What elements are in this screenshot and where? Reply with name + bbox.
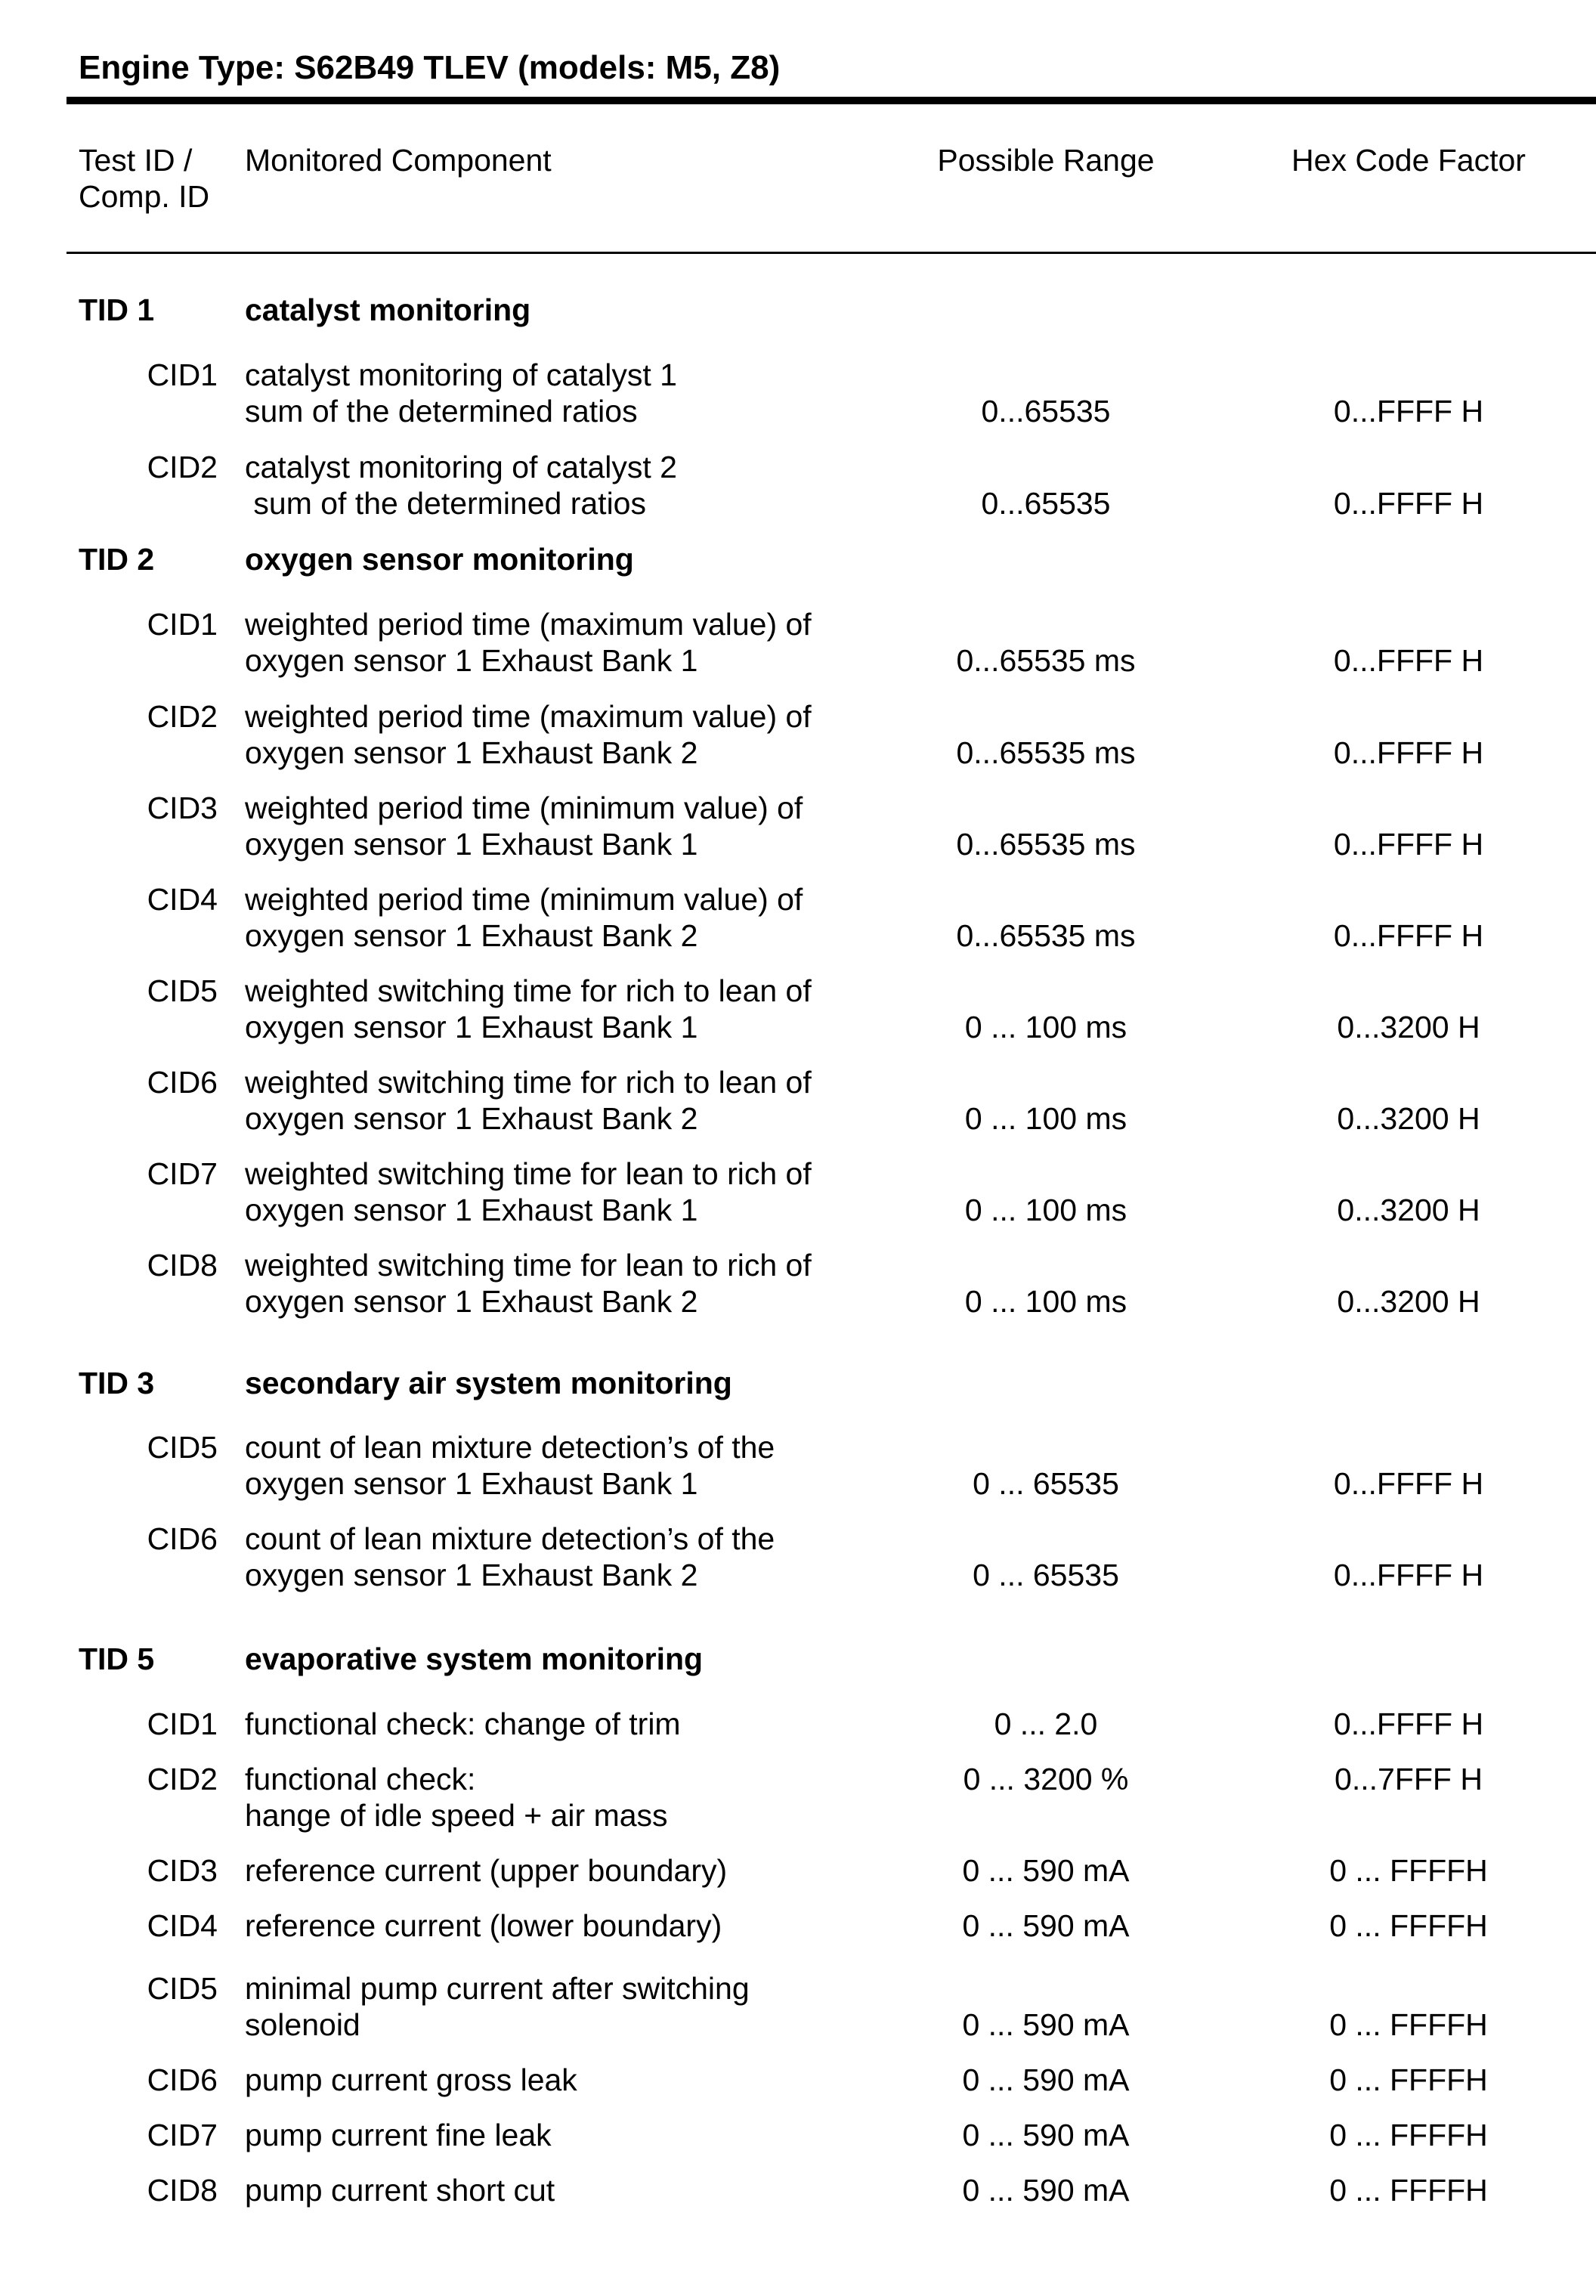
cid-hex: 0 ... FFFFH [1329, 2007, 1488, 2042]
cid-range: 0 ... 100 ms [964, 1010, 1127, 1044]
cid-id: CID1 [147, 357, 218, 392]
cid-range: 0 ... 590 mA [962, 2007, 1130, 2042]
cid-range: 0...65535 [981, 486, 1111, 521]
cid-hex: 0...FFFF H [1333, 394, 1484, 429]
cid-description-line2: solenoid [245, 2007, 360, 2042]
cid-id: CID5 [147, 973, 218, 1008]
cid-id: CID3 [147, 791, 218, 825]
cid-range: 0 ... 590 mA [962, 2062, 1130, 2097]
cid-hex: 0 ... FFFFH [1329, 1908, 1488, 1943]
cid-hex: 0...FFFF H [1333, 827, 1484, 862]
header-test-id-line2: Comp. ID [79, 179, 210, 214]
cid-hex: 0...7FFF H [1335, 1762, 1483, 1796]
header-possible-range: Possible Range [937, 143, 1155, 178]
cid-hex: 0 ... FFFFH [1329, 2062, 1488, 2097]
cid-range: 0 ... 2.0 [994, 1707, 1098, 1741]
cid-description-line1: weighted period time (minimum value) of [245, 791, 803, 825]
cid-hex: 0...3200 H [1337, 1193, 1480, 1227]
cid-description-line1: pump current fine leak [245, 2118, 552, 2152]
cid-hex: 0...3200 H [1337, 1284, 1480, 1319]
cid-range: 0 ... 65535 [973, 1558, 1119, 1592]
cid-hex: 0...3200 H [1337, 1010, 1480, 1044]
header-divider [66, 252, 1596, 254]
cid-description-line2: oxygen sensor 1 Exhaust Bank 2 [245, 1101, 698, 1136]
cid-hex: 0...FFFF H [1333, 1466, 1484, 1501]
cid-range: 0 ... 590 mA [962, 2173, 1130, 2208]
cid-range: 0...65535 ms [956, 918, 1136, 953]
cid-description-line2: hange of idle speed + air mass [245, 1798, 668, 1833]
cid-description-line2: sum of the determined ratios [245, 486, 646, 521]
cid-description-line2: oxygen sensor 1 Exhaust Bank 2 [245, 1284, 698, 1319]
cid-id: CID2 [147, 1762, 218, 1796]
cid-description-line1: pump current gross leak [245, 2062, 577, 2097]
cid-description-line2: oxygen sensor 1 Exhaust Bank 2 [245, 918, 698, 953]
cid-range: 0 ... 100 ms [964, 1193, 1127, 1227]
cid-range: 0...65535 [981, 394, 1111, 429]
cid-range: 0...65535 ms [956, 735, 1136, 770]
cid-range: 0 ... 100 ms [964, 1101, 1127, 1136]
cid-description-line2: oxygen sensor 1 Exhaust Bank 1 [245, 1193, 698, 1227]
cid-id: CID8 [147, 2173, 218, 2208]
cid-hex: 0...FFFF H [1333, 643, 1484, 678]
cid-id: CID6 [147, 2062, 218, 2097]
cid-hex: 0...FFFF H [1333, 918, 1484, 953]
cid-id: CID1 [147, 1707, 218, 1741]
cid-description-line1: catalyst monitoring of catalyst 1 [245, 357, 677, 392]
tid-name: catalyst monitoring [245, 292, 531, 327]
cid-id: CID8 [147, 1248, 218, 1283]
cid-description-line1: reference current (lower boundary) [245, 1908, 722, 1943]
cid-description-line2: oxygen sensor 1 Exhaust Bank 1 [245, 1010, 698, 1044]
cid-id: CID2 [147, 450, 218, 484]
cid-id: CID1 [147, 607, 218, 642]
cid-range: 0 ... 65535 [973, 1466, 1119, 1501]
cid-hex: 0...FFFF H [1333, 1558, 1484, 1592]
tid-id: TID 5 [79, 1642, 155, 1676]
cid-description-line2: oxygen sensor 1 Exhaust Bank 2 [245, 735, 698, 770]
tid-name: secondary air system monitoring [245, 1366, 732, 1400]
cid-id: CID2 [147, 699, 218, 734]
cid-description-line2: oxygen sensor 1 Exhaust Bank 1 [245, 827, 698, 862]
cid-id: CID3 [147, 1853, 218, 1888]
cid-id: CID6 [147, 1065, 218, 1100]
cid-description-line1: weighted switching time for lean to rich of [245, 1248, 812, 1283]
cid-description-line1: weighted period time (minimum value) of [245, 882, 803, 917]
cid-description-line2: sum of the determined ratios [245, 394, 638, 429]
cid-hex: 0...FFFF H [1333, 735, 1484, 770]
cid-description-line1: weighted switching time for rich to lean of [245, 1065, 812, 1100]
cid-id: CID5 [147, 1430, 218, 1465]
cid-hex: 0 ... FFFFH [1329, 2118, 1488, 2152]
tid-name: evaporative system monitoring [245, 1642, 704, 1676]
cid-id: CID7 [147, 2118, 218, 2152]
cid-hex: 0 ... FFFFH [1329, 2173, 1488, 2208]
cid-description-line1: catalyst monitoring of catalyst 2 [245, 450, 677, 484]
cid-description-line1: pump current short cut [245, 2173, 555, 2208]
tid-id: TID 1 [79, 292, 155, 327]
tid-id: TID 3 [79, 1366, 155, 1400]
cid-description-line1: functional check: [245, 1762, 476, 1796]
tid-id: TID 2 [79, 542, 155, 577]
title-divider [66, 97, 1596, 104]
cid-description-line1: weighted switching time for rich to lean of [245, 973, 812, 1008]
cid-id: CID5 [147, 1971, 218, 2006]
cid-description-line1: weighted switching time for lean to rich of [245, 1156, 812, 1191]
cid-range: 0 ... 590 mA [962, 1853, 1130, 1888]
cid-description-line2: oxygen sensor 1 Exhaust Bank 1 [245, 643, 698, 678]
cid-hex: 0...3200 H [1337, 1101, 1480, 1136]
cid-hex: 0...FFFF H [1333, 1707, 1484, 1741]
cid-description-line1: count of lean mixture detection’s of the [245, 1521, 775, 1556]
cid-range: 0...65535 ms [956, 643, 1136, 678]
header-monitored-component: Monitored Component [245, 143, 552, 178]
cid-id: CID4 [147, 1908, 218, 1943]
cid-hex: 0...FFFF H [1333, 486, 1484, 521]
page-title: Engine Type: S62B49 TLEV (models: M5, Z8) [79, 49, 781, 86]
header-test-id-line1: Test ID / [79, 143, 193, 178]
cid-range: 0...65535 ms [956, 827, 1136, 862]
cid-id: CID6 [147, 1521, 218, 1556]
cid-description-line1: minimal pump current after switching [245, 1971, 750, 2006]
cid-range: 0 ... 590 mA [962, 2118, 1130, 2152]
header-hex-code-factor: Hex Code Factor [1291, 143, 1526, 178]
cid-id: CID4 [147, 882, 218, 917]
header-test-id [79, 142, 209, 215]
cid-id: CID7 [147, 1156, 218, 1191]
cid-description-line1: reference current (upper boundary) [245, 1853, 728, 1888]
cid-description-line1: functional check: change of trim [245, 1707, 681, 1741]
cid-description-line1: weighted period time (maximum value) of [245, 607, 812, 642]
cid-description-line2: oxygen sensor 1 Exhaust Bank 1 [245, 1466, 698, 1501]
cid-hex: 0 ... FFFFH [1329, 1853, 1488, 1888]
cid-range: 0 ... 3200 % [963, 1762, 1129, 1796]
cid-range: 0 ... 590 mA [962, 1908, 1130, 1943]
cid-description-line2: oxygen sensor 1 Exhaust Bank 2 [245, 1558, 698, 1592]
cid-range: 0 ... 100 ms [964, 1284, 1127, 1319]
cid-description-line1: weighted period time (maximum value) of [245, 699, 812, 734]
cid-description-line1: count of lean mixture detection’s of the [245, 1430, 775, 1465]
tid-name: oxygen sensor monitoring [245, 542, 634, 577]
